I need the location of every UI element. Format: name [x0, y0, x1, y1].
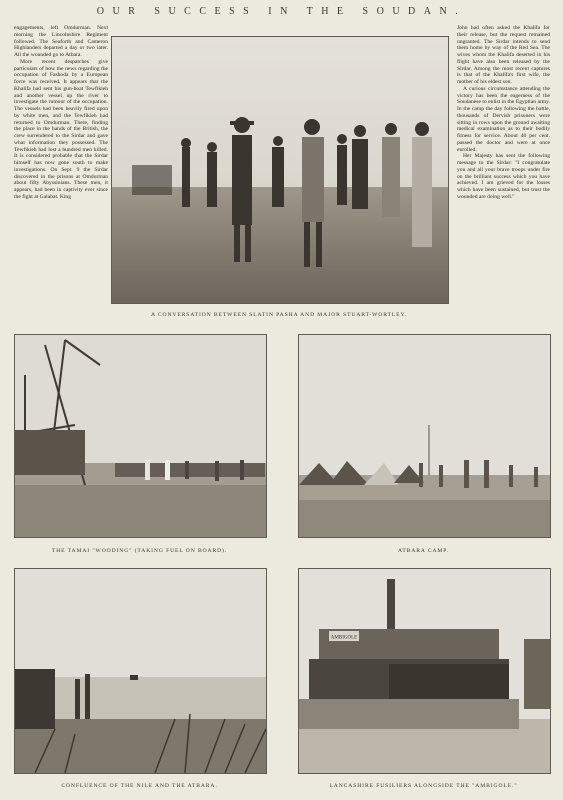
caption-lancashire: LANCASHIRE FUSILIERS ALONGSIDE THE "AMBIGOLE.": [329, 783, 518, 789]
photo-lancashire-fusiliers: [298, 568, 551, 774]
photo-tamai-wooding: [14, 334, 267, 538]
photo-conversation: [111, 36, 449, 304]
ambigole-board-text: AMBIGOLE: [330, 635, 358, 641]
article-paragraph: Her Majesty has sent the following message to the Sirdar: "I congratulate you and all your brave troops under fire on the brilliant success which you have achieved. I am grieved for the losses which have been sustained, but trust the wounded are doing well.": [457, 153, 550, 200]
article-column-right: [457, 25, 550, 307]
caption-atbara-camp: ATBARA CAMP.: [398, 548, 449, 554]
article-paragraph: A curious circumstance attending the victory has been the eagerness of the Soudanese to enlist in the Egyptian army. In the camp the day following the battle, thousands of Dervish prisoners were sitting in rows upon the ground awaiting medical examination as to their bodily fitness for service. About 40 per cent. passed the doctor and were at once enrolled.: [457, 85, 550, 153]
article-paragraph: John had often asked the Khalifa for their release, but the request remained ungranted. The Sirdar intends to send them home by way of the Red Sea. The wives whom the Khalifa deserted in his flight have also been released by the Sirdar. Among the most recent captures is that of the Khalifa's first wife, the mother of his eldest son.: [457, 25, 550, 85]
page-header: OUR SUCCESS IN THE SOUDAN.: [96, 6, 467, 17]
photo-atbara-camp: [298, 334, 551, 538]
article-paragraph: More recent despatches give particulars of how the news regarding the occupation of Fashoda by a European force was received. It appears that the Khalifa had sent his gun-boat Tewfikieh and another vessel up the river to investigate the rumour of the occupation. The vessels had been heavily fired upon by white men, and the Tewfikieh had returned to Omdurman. There, finding the place in the hands of the British, the crew surrendered to the Sirdar and gave what information they possessed. The Tewfikieh had lost a hundred men killed. It is considered probable that the Sirdar himself has now gone south to make investigations. On Sept. 9 the Sirdar discovered in the prisons at Omdurman about fifty Abyssinians. These men, it appears, had been in captivity ever since the fight at Galabat. King: [14, 58, 108, 200]
article-paragraph: engagements, left Omdurman. Next morning the Lincolnshire Regiment followed. The Seaforth and Cameron Highlanders departed a day or two later. All the wounded go to Atbara.: [14, 25, 108, 58]
caption-confluence: CONFLUENCE OF THE NILE AND THE ATBARA.: [61, 783, 218, 789]
caption-tamai-wooding: THE TAMAI "WOODING" (TAKING FUEL ON BOARD).: [51, 548, 228, 554]
photo-confluence: [14, 568, 267, 774]
article-column-left: [14, 25, 108, 307]
caption-conversation: A CONVERSATION BETWEEN SLATIN PASHA AND MAJOR STUART-WORTLEY.: [150, 312, 408, 318]
